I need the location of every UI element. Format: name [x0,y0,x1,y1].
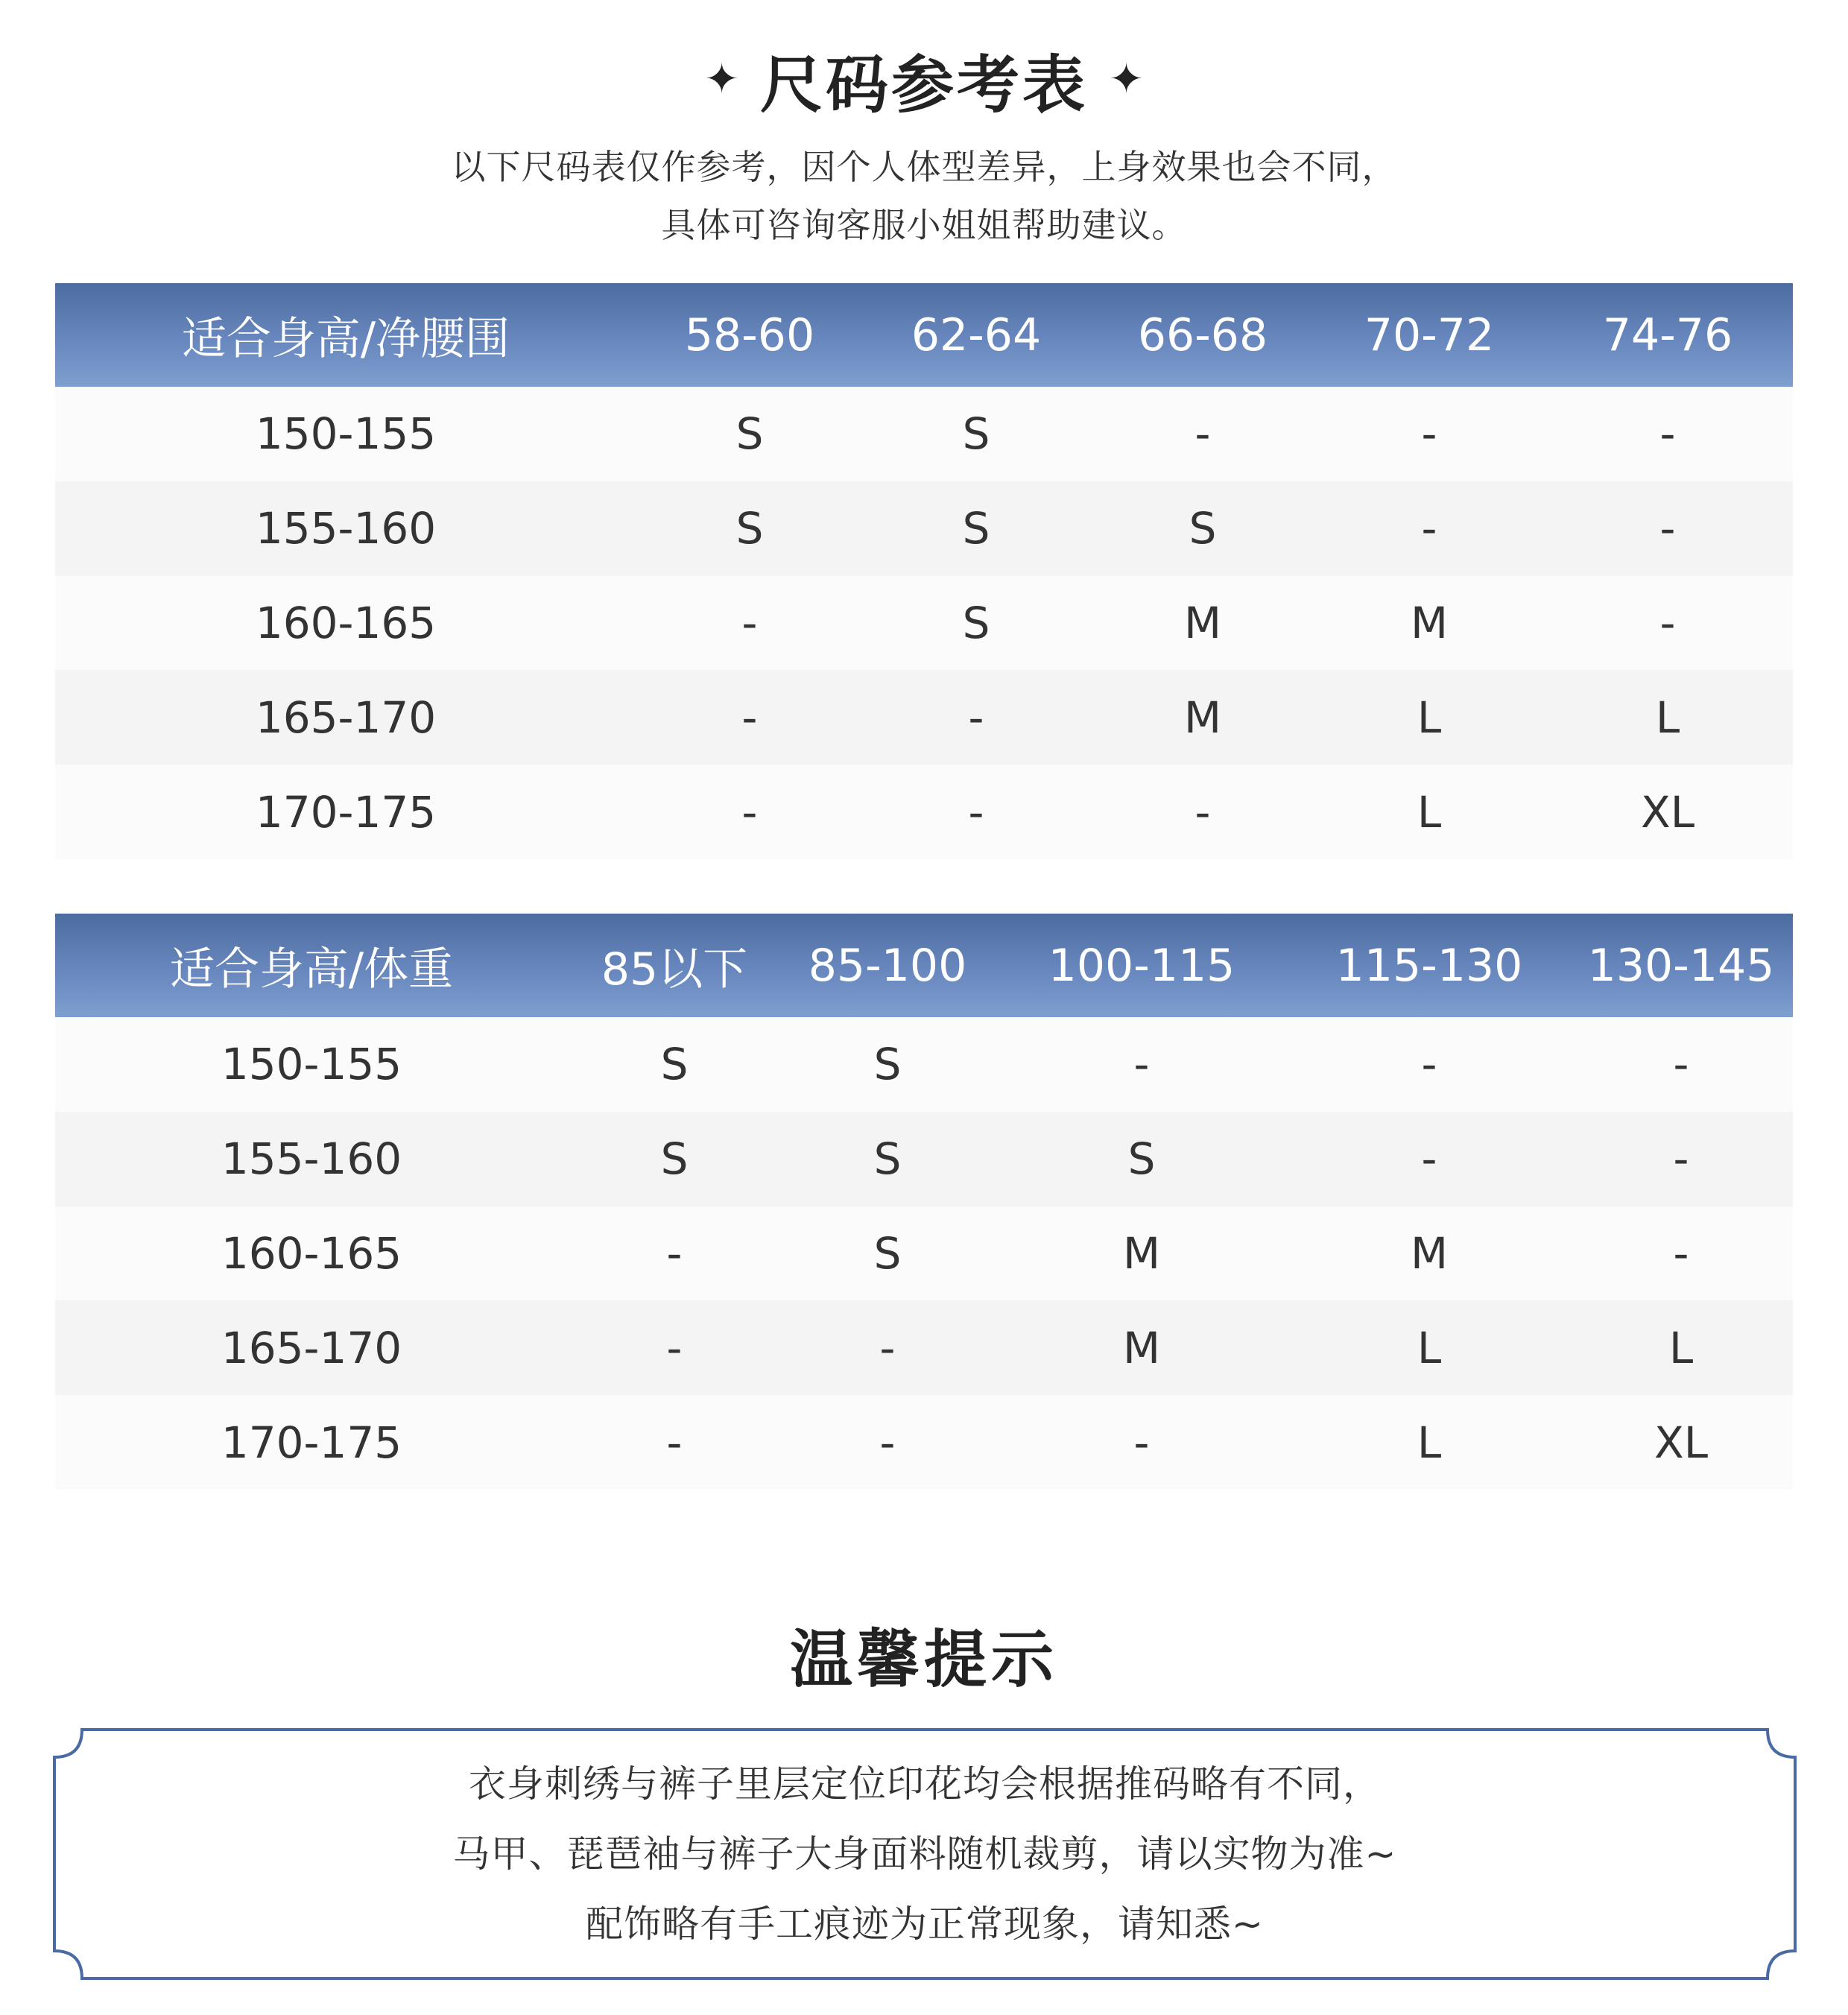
header-cell: 85-100 [781,914,994,1017]
size-cell: L [1542,670,1793,765]
subtitle-line-2: 具体可咨询客服小姐姐帮助建议。 [661,205,1187,245]
size-cell: M [1089,576,1316,671]
size-cell: L [1316,670,1542,765]
table-row [55,1300,1793,1395]
size-cell: S [863,481,1089,576]
tips-line-2: 马甲、琵琶袖与裤子大身面料随机裁剪，请以实物为准~ [452,1832,1397,1876]
header-cell: 85以下 [568,914,781,1017]
size-cell: - [1089,387,1316,481]
table-header-row [55,283,1793,387]
height-cell: 155-160 [55,1112,568,1206]
size-cell: S [781,1112,994,1206]
header-height-waist: 适合身高/净腰围 [55,283,636,387]
table-row [55,1206,1793,1301]
tips-title: 温馨提示 [789,1623,1058,1696]
header-cell: 100-115 [994,914,1289,1017]
size-cell: S [781,1206,994,1301]
size-cell: M [1316,576,1542,671]
size-cell: - [863,765,1089,859]
tips-content [52,1727,1797,1981]
tips-line-3: 配饰略有手工痕迹为正常现象，请知悉~ [586,1902,1264,1946]
size-cell: S [636,387,863,481]
header-cell: 70-72 [1316,283,1542,387]
subtitle-line-1: 以下尺码表仅作参考，因个人体型差异，上身效果也会不同， [451,147,1397,187]
size-cell: S [1089,481,1316,576]
size-cell: - [1542,481,1793,576]
size-cell: S [568,1112,781,1206]
size-cell: - [781,1395,994,1490]
table-row [55,576,1793,671]
size-cell: - [1569,1112,1793,1206]
page-title: 尺码参考表 [759,48,1088,121]
height-cell: 160-165 [55,1206,568,1301]
size-cell: - [568,1206,781,1301]
size-cell: - [1289,1017,1569,1112]
height-cell: 150-155 [55,387,636,481]
height-cell: 160-165 [55,576,636,671]
size-cell: - [1542,576,1793,671]
size-cell: - [1089,765,1316,859]
table-row [55,765,1793,859]
header-cell: 62-64 [863,283,1089,387]
height-cell: 170-175 [55,1395,568,1490]
height-cell: 150-155 [55,1017,568,1112]
height-cell: 170-175 [55,765,636,859]
size-cell: S [568,1017,781,1112]
size-cell: M [1289,1206,1569,1301]
size-cell: - [1569,1017,1793,1112]
size-cell: - [1316,387,1542,481]
header-cell: 115-130 [1289,914,1569,1017]
header-cell: 66-68 [1089,283,1316,387]
size-cell: L [1569,1300,1793,1395]
size-cell: M [994,1206,1289,1301]
size-cell: XL [1542,765,1793,859]
star-right-icon: ✦ [1109,55,1144,104]
size-cell: XL [1569,1395,1793,1490]
table-header-row [55,914,1793,1017]
star-left-icon: ✦ [704,55,739,104]
size-cell: L [1316,765,1542,859]
size-cell: L [1289,1300,1569,1395]
table-row [55,481,1793,576]
weight-size-table [55,914,1793,1490]
size-cell: M [1089,670,1316,765]
size-cell: - [568,1395,781,1490]
table-row [55,1395,1793,1490]
size-cell: S [994,1112,1289,1206]
size-cell: - [994,1017,1289,1112]
size-cell: - [1289,1112,1569,1206]
size-cell: - [636,576,863,671]
table-row [55,1017,1793,1112]
size-cell: S [863,576,1089,671]
waist-size-table [55,283,1793,859]
height-cell: 165-170 [55,670,636,765]
size-cell: - [863,670,1089,765]
size-cell: S [863,387,1089,481]
size-cell: - [568,1300,781,1395]
height-cell: 165-170 [55,1300,568,1395]
title-row [0,39,1848,121]
header-height-weight: 适合身高/体重 [55,914,568,1017]
size-cell: - [636,670,863,765]
header-cell: 130-145 [1569,914,1793,1017]
size-cell: - [1569,1206,1793,1301]
table-row [55,1112,1793,1206]
size-cell: M [994,1300,1289,1395]
header-cell: 58-60 [636,283,863,387]
table-row [55,387,1793,481]
size-cell: L [1289,1395,1569,1490]
size-cell: - [636,765,863,859]
size-cell: - [1542,387,1793,481]
size-cell: - [781,1300,994,1395]
header-cell: 74-76 [1542,283,1793,387]
height-cell: 155-160 [55,481,636,576]
size-cell: S [636,481,863,576]
table-row [55,670,1793,765]
size-cell: S [781,1017,994,1112]
size-cell: - [994,1395,1289,1490]
size-cell: - [1316,481,1542,576]
tips-line-1: 衣身刺绣与裤子里层定位印花均会根据推码略有不同， [469,1762,1381,1806]
